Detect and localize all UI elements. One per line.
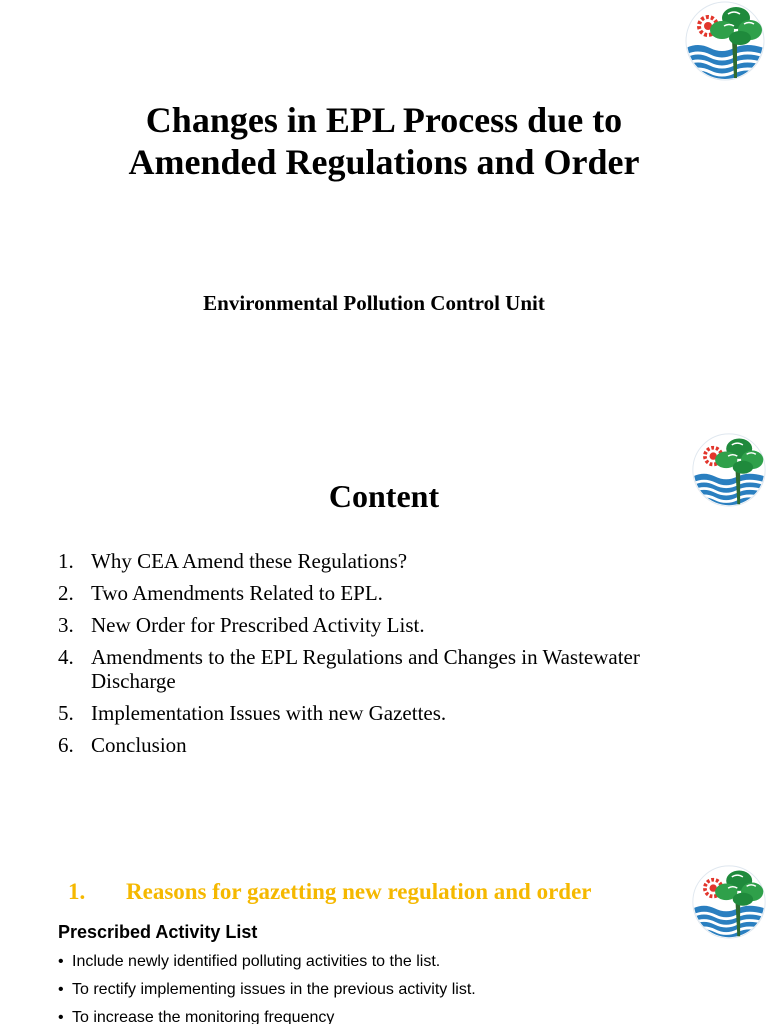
list-item <box>58 581 708 605</box>
bullet-item <box>58 980 476 1000</box>
list-item-text: New Order for Prescribed Activity List. <box>91 613 425 637</box>
section-number: 1. <box>68 879 86 904</box>
bullet-dot: • <box>58 1009 64 1024</box>
list-item-text: Why CEA Amend these Regulations? <box>91 549 408 573</box>
presentation-subtitle: Environmental Pollution Control Unit <box>203 291 545 315</box>
title-line-2: Amended Regulations and Order <box>128 142 640 182</box>
list-item-text: Conclusion <box>91 733 187 757</box>
section-title: Reasons for gazetting new regulation and order <box>126 879 592 904</box>
content-slide <box>0 432 768 864</box>
list-item-number: 6. <box>58 733 74 757</box>
title-slide <box>0 0 768 432</box>
content-list <box>58 549 708 765</box>
presentation-title <box>0 99 768 183</box>
bullet-text: To increase the monitoring frequency <box>72 1009 335 1024</box>
bullet-list <box>58 952 476 1024</box>
content-heading: Content <box>328 478 440 514</box>
bullet-text: To rectify implementing issues in the previous activity list. <box>72 981 476 998</box>
bullet-dot: • <box>58 981 64 998</box>
list-item-text: Amendments to the EPL Regulations and Changes in Wastewater Discharge <box>91 645 640 693</box>
list-item <box>58 645 708 693</box>
sub-heading: Prescribed Activity List <box>58 922 258 942</box>
list-item-number: 2. <box>58 581 74 605</box>
list-item-number: 5. <box>58 701 74 725</box>
list-item <box>58 701 708 725</box>
cea-tree-logo-icon <box>689 864 768 940</box>
list-item-number: 3. <box>58 613 74 637</box>
list-item-number: 1. <box>58 549 74 573</box>
list-item <box>58 549 708 573</box>
bullet-dot: • <box>58 953 64 970</box>
bullet-item <box>58 1008 476 1024</box>
list-item-text: Implementation Issues with new Gazettes. <box>91 701 447 725</box>
section-heading <box>68 878 592 906</box>
bullet-item <box>58 952 476 972</box>
bullet-text: Include newly identified polluting activities to the list. <box>72 953 441 970</box>
list-item <box>58 733 708 757</box>
title-line-1: Changes in EPL Process due to <box>145 100 623 140</box>
cea-tree-logo-icon <box>684 0 766 82</box>
reasons-slide <box>0 864 768 1024</box>
list-item <box>58 613 708 637</box>
list-item-number: 4. <box>58 645 74 669</box>
list-item-text: Two Amendments Related to EPL. <box>91 581 383 605</box>
